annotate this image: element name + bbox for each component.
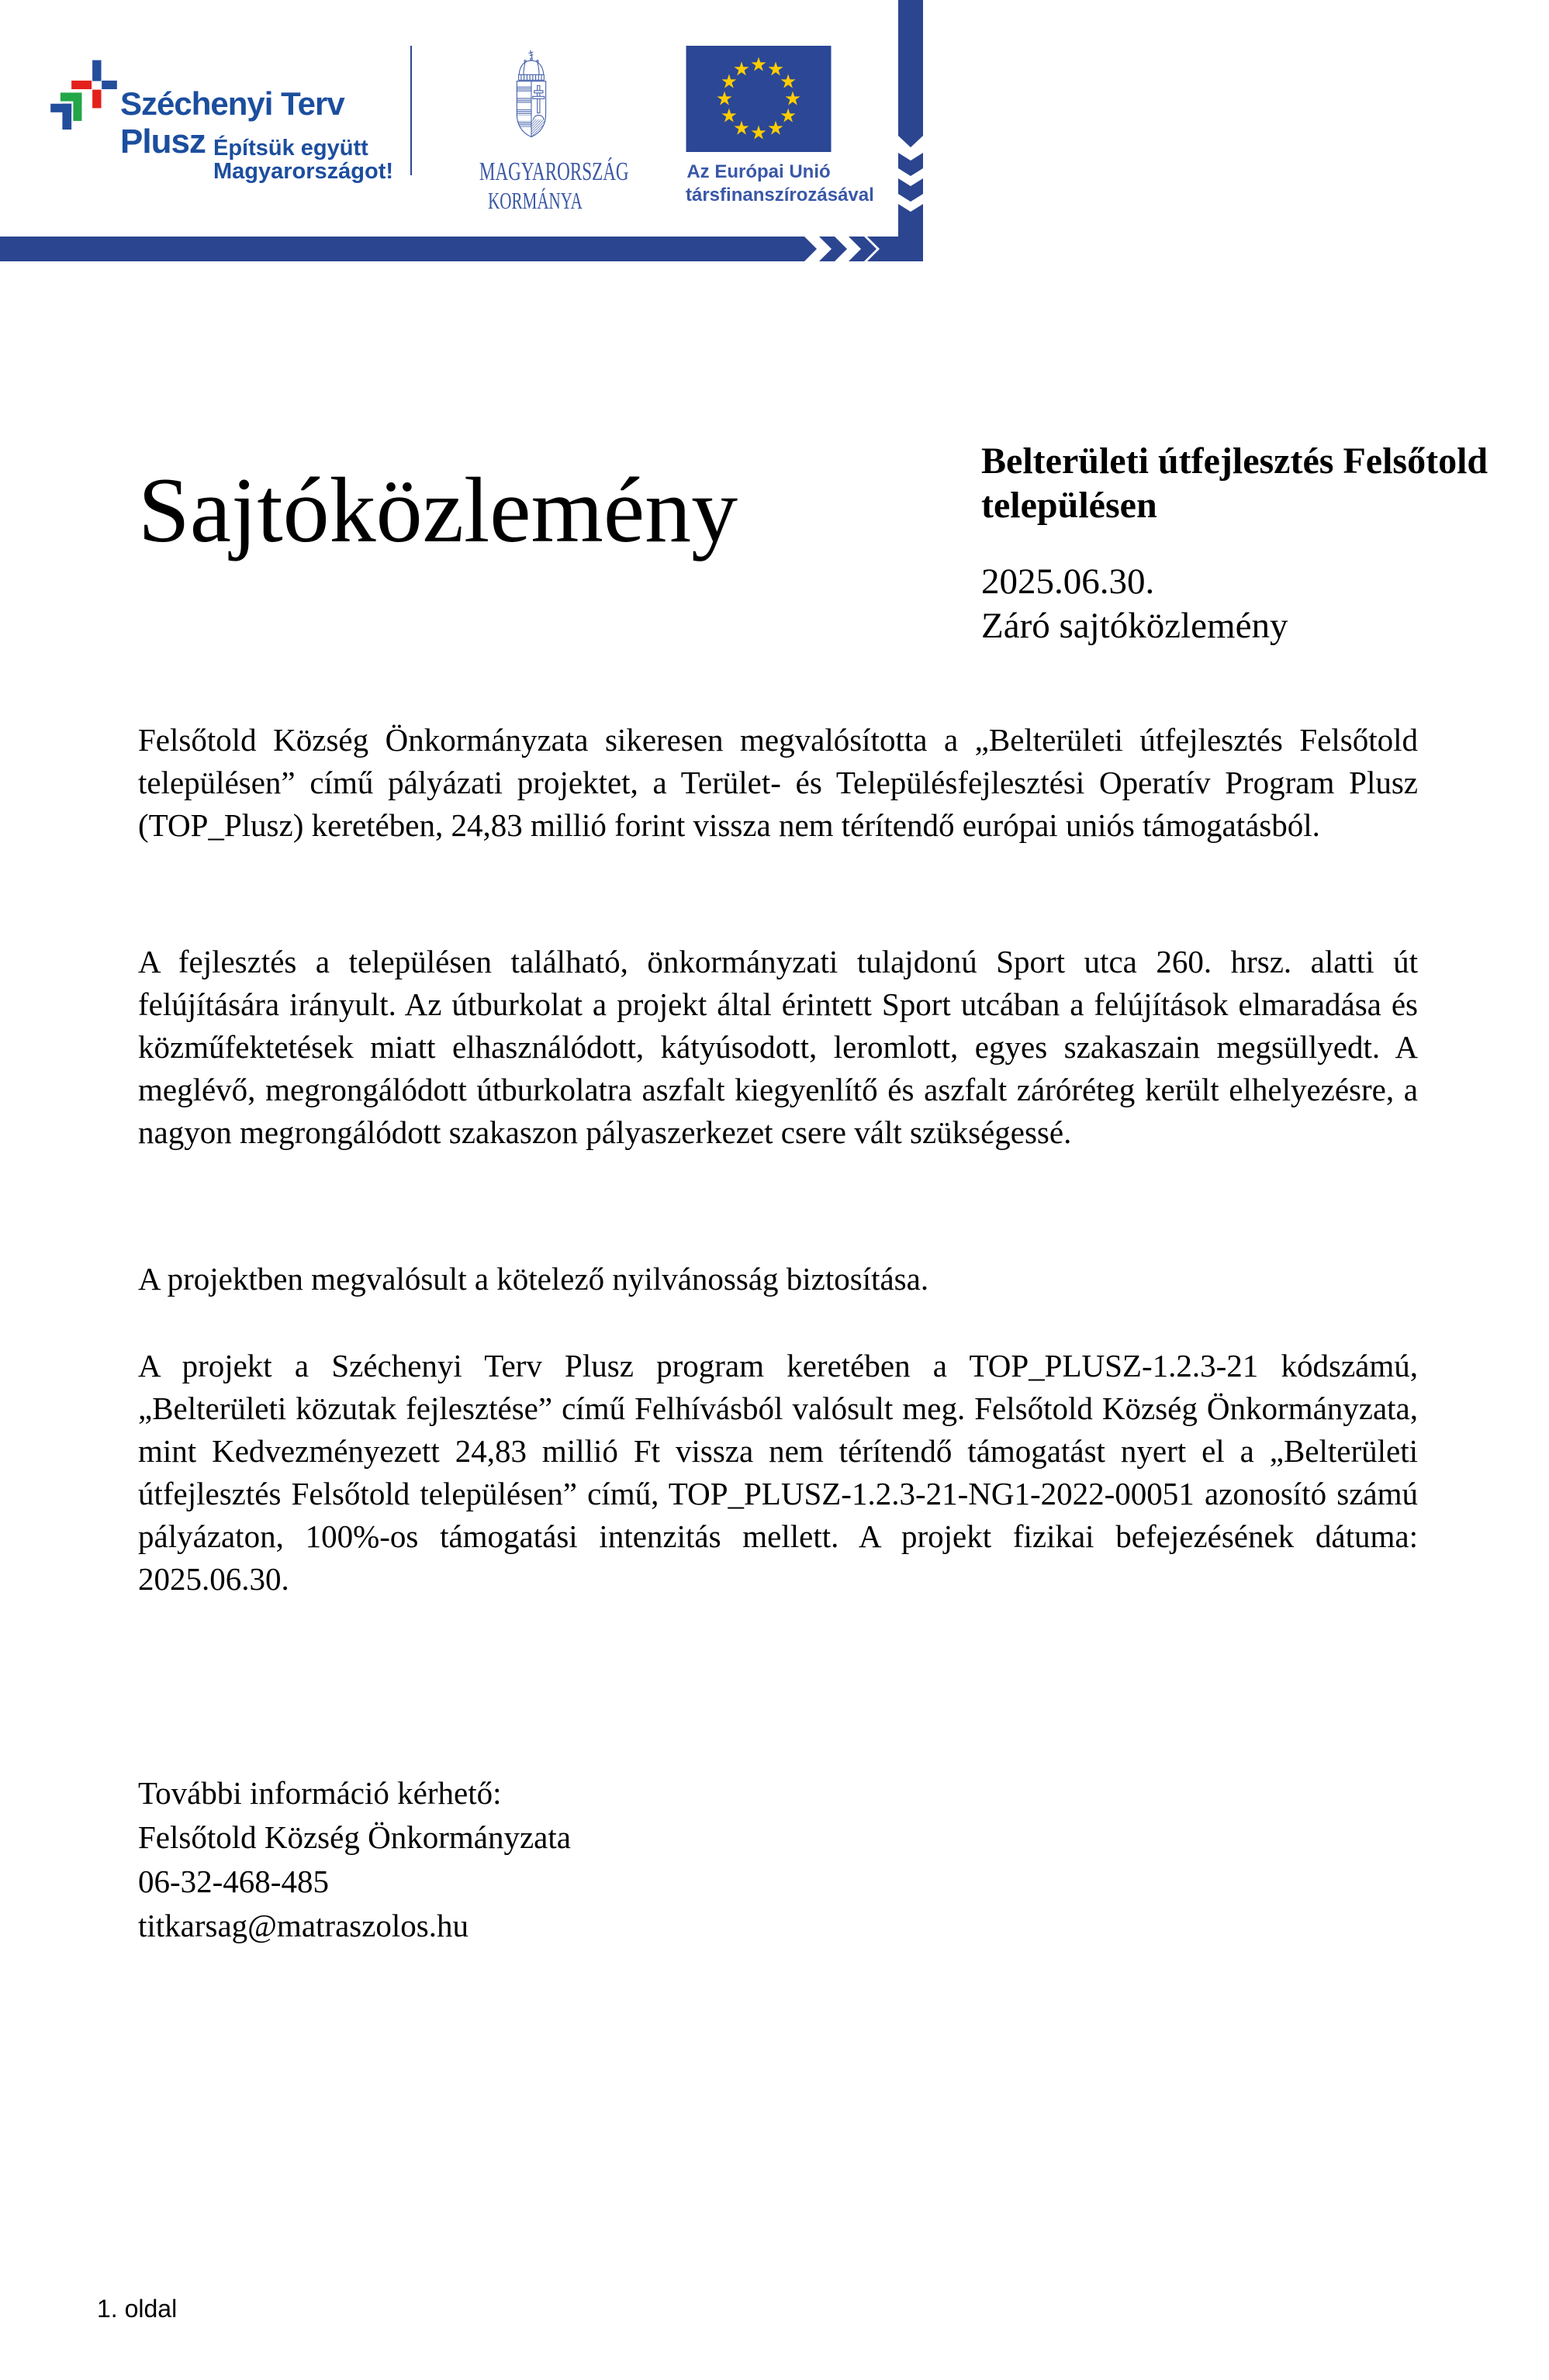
eu-cofinancing-logo [686, 46, 874, 207]
contact-organization: Felsőtold Község Önkormányzata [138, 1819, 571, 1855]
release-type: Záró sajtóközlemény [981, 606, 1288, 646]
szechenyi-cross-icon [47, 59, 120, 130]
contact-block [138, 1771, 1418, 1948]
body-paragraph-3: A projektben megvalósult a kötelező nyilvánosság biztosítása. [138, 1261, 929, 1297]
contact-heading: További információ kérhető: [138, 1775, 502, 1811]
szechenyi-slogan-line1: Építsük együtt [213, 136, 368, 161]
eu-logo-line2: társfinanszírozásával [686, 185, 874, 206]
government-logo-text [453, 157, 629, 215]
szechenyi-logo-line2: Plusz [120, 123, 206, 161]
szechenyi-logo-line1: Széchenyi Terv [120, 85, 344, 122]
government-logo-line2: KORMÁNYA [488, 187, 583, 214]
contact-phone: 06-32-468-485 [138, 1864, 329, 1899]
body-paragraph-2: A fejlesztés a településen található, önkormányzati tulajdonú Sport utca 260. hrsz. alatti út felújítására irányult. Az útburkolat a projekt által érintett Sport utcában a felújítások elmaradása és közműfektetések miatt elhasználódott, kátyúsodott, leromlott, egyes szakaszain megsüllyedt. A meglévő, megrongálódott útburkolatra aszfalt kiegyenlítő és aszfalt záróréteg került elhelyezésre, a nagyon megrongálódott szakaszon pályaszerkezet csere vált szükségessé. [138, 944, 1418, 1150]
release-header [981, 439, 1489, 648]
header-divider [410, 46, 412, 175]
hungarian-coat-of-arms-icon [510, 45, 553, 143]
page-number-label: 1. oldal [97, 2295, 178, 2323]
government-logo-line1: MAGYARORSZÁG [479, 157, 629, 186]
szechenyi-slogan-line2: Magyarországot! [213, 159, 394, 184]
release-title: Belterületi útfejlesztés Felsőtold településen [981, 440, 1488, 526]
body-paragraph-4: A projekt a Széchenyi Terv Plusz program keretében a TOP_PLUSZ-1.2.3-21 kódszámú, „Belterületi közutak fejlesztése” című Felhívásból valósult meg. Felsőtold Község Önkormányzata, mint Kedvezményezett 24,83 millió Ft vissza nem térítendő támogatást nyert el a „Belterületi útfejlesztés Felsőtold településen” című, TOP_PLUSZ-1.2.3-21-NG1-2022-00051 azonosító számú pályázaton, 100%-os támogatási intenzitás mellett. A projekt fizikai befejezésének dátuma: 2025.06.30. [138, 1348, 1418, 1597]
body-paragraph-lead: Felsőtold Község Önkormányzata sikeresen megvalósította a „Belterületi útfejlesztés Felsőtold településen” című pályázati projektet, a Terület- és Településfejlesztési Operatív Program Plusz (TOP_Plusz) keretében, 24,83 millió forint vissza nem térítendő európai uniós támogatásból. [138, 722, 1418, 843]
release-date: 2025.06.30. [981, 561, 1155, 602]
contact-email: titkarsag@matraszolos.hu [138, 1908, 469, 1943]
szechenyi-logo-slogan [213, 136, 394, 184]
eu-logo-text [686, 161, 874, 207]
eu-flag-icon [686, 46, 832, 152]
eu-logo-line1: Az Európai Unió [686, 161, 831, 182]
page-title: Sajtóközlemény [138, 458, 738, 561]
